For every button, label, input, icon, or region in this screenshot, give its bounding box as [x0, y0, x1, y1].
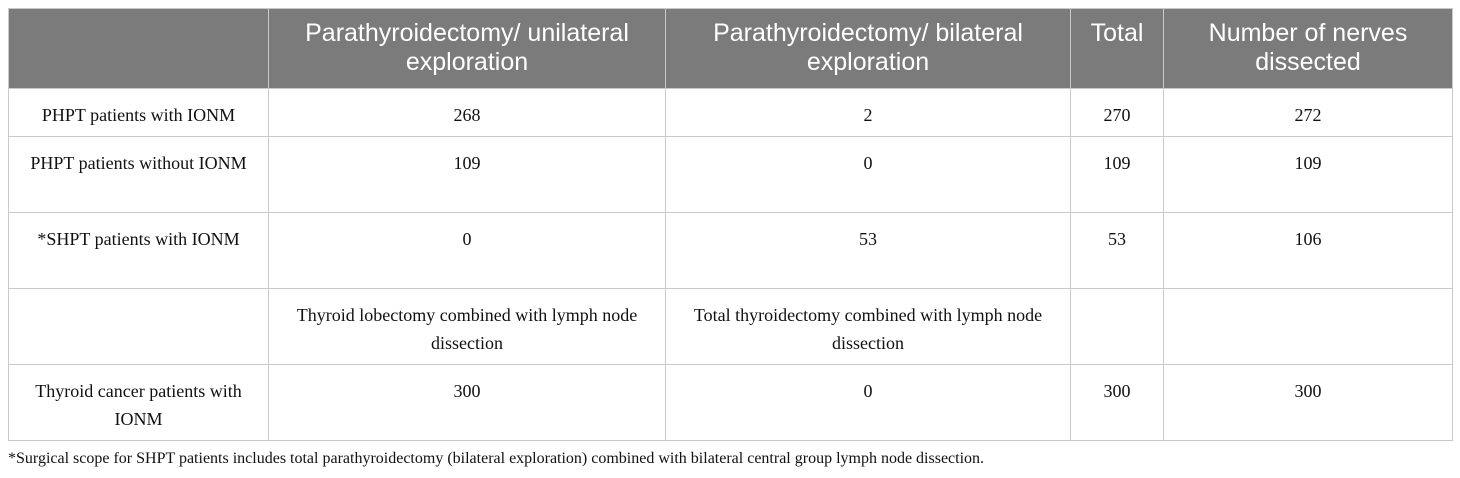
cell-bilateral: 0 — [666, 137, 1071, 213]
cell-total: 300 — [1071, 365, 1164, 441]
header-row — [9, 9, 1453, 89]
header-cell-nerves: Number of nerves dissected — [1164, 9, 1453, 89]
table-body — [9, 89, 1453, 441]
cell-unilateral: 0 — [269, 213, 666, 289]
cell-unilateral: 109 — [269, 137, 666, 213]
cell-bilateral: Total thyroidectomy combined with lymph node dissection — [666, 289, 1071, 365]
cell-bilateral: 53 — [666, 213, 1071, 289]
table-row — [9, 137, 1453, 213]
table-row — [9, 89, 1453, 137]
row-label: Thyroid cancer patients with IONM — [9, 365, 269, 441]
table-header — [9, 9, 1453, 89]
cell-unilateral: 268 — [269, 89, 666, 137]
row-label: PHPT patients with IONM — [9, 89, 269, 137]
table-row — [9, 213, 1453, 289]
row-label: *SHPT patients with IONM — [9, 213, 269, 289]
row-label — [9, 289, 269, 365]
data-table — [8, 8, 1453, 441]
cell-nerves: 300 — [1164, 365, 1453, 441]
cell-total: 270 — [1071, 89, 1164, 137]
header-cell-bilateral: Parathyroidectomy/ bilateral exploration — [666, 9, 1071, 89]
cell-total: 53 — [1071, 213, 1164, 289]
cell-unilateral: 300 — [269, 365, 666, 441]
header-cell-total: Total — [1071, 9, 1164, 89]
header-cell-empty — [9, 9, 269, 89]
table-row — [9, 365, 1453, 441]
cell-total — [1071, 289, 1164, 365]
cell-nerves: 106 — [1164, 213, 1453, 289]
cell-nerves: 272 — [1164, 89, 1453, 137]
cell-nerves — [1164, 289, 1453, 365]
table-footnote: *Surgical scope for SHPT patients includes total parathyroidectomy (bilateral exploration) combined with bilateral central group lymph node dissection. — [8, 450, 985, 467]
cell-bilateral: 0 — [666, 365, 1071, 441]
cell-nerves: 109 — [1164, 137, 1453, 213]
row-label: PHPT patients without IONM — [9, 137, 269, 213]
cell-bilateral: 2 — [666, 89, 1071, 137]
table-row — [9, 289, 1453, 365]
cell-unilateral: Thyroid lobectomy combined with lymph node dissection — [269, 289, 666, 365]
cell-total: 109 — [1071, 137, 1164, 213]
header-cell-unilateral: Parathyroidectomy/ unilateral exploration — [269, 9, 666, 89]
